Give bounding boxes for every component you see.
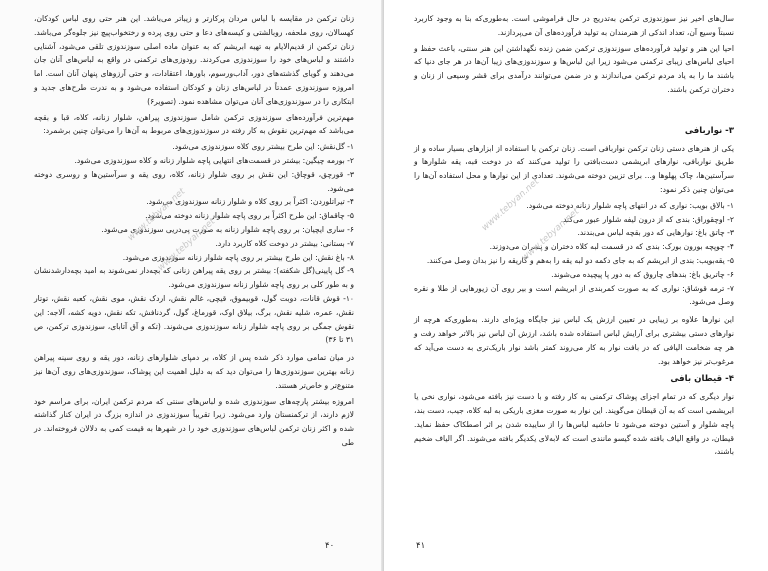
left-para-4: امروزه بیشتر پارچه‌های سوزندوزی شده و لباس‌های سنتی که مردم ترکمن ایران، برای مراسم خود لازم دارند، از ترکمنستان وارد می‌شود. زیرا تقریباً سوزندوزی در اندازه بزرگ در ایران کنار گذاشته شده و اکثر زنان ترکمن لباس‌های سوزندوزی خود را در شهرها به قیمت کمی به دلالان فروخته‌اند. در طی xyxy=(34,396,354,447)
list-item: ۵- یقه‌بویب: بندی از ابریشم که به جای دکمه دو لبه یقه را به‌هم و گاریقه را نیز بدان وصل می‌کنند. xyxy=(426,255,734,265)
section-heading-weaving: ۳- نواربافی xyxy=(684,125,734,136)
list-item: ۸- باغ نقش: این طرح بیشتر بر روی پاچه شلوار زنانه سوزندوزی می‌شود. xyxy=(122,252,354,262)
list-item: ۹- گل پایینی(گل شکفته): بیشتر بر روی یقه پیراهن زنانی که بچه‌دار نمی‌شوند به امید بچه‌دارشدنشان و به طور کلی بر روی پاچه شلوار زنانه سوزندوزی می‌شود. xyxy=(34,266,354,290)
left-para-3: در میان تمامی موارد ذکر شده پس از کلاه، بر دمپای شلوارهای زنانه، دور یقه و روی سینه پیراهن زنانه بهترین سوزندوزی‌ها را می‌توان دید که به دلیل اهمیت این پوشاک، سوزندوزی‌های روی آن‌ها نیز متنوع‌تر و خاص‌تر هستند. xyxy=(34,353,354,390)
right-page xyxy=(384,0,768,571)
watermark: www.tebyan.net xyxy=(520,206,582,264)
left-para-1: زنان ترکمن در مقایسه با لباس مردان پرکارتر و زیباتر می‌باشد. این هنر حتی روی لباس کودکان، کهسالان، روی ملحفه، روبالشتی و کیسه‌های دعا و حتی روی پرده و رختخواب‌پیچ نیز جلوه‌گر می‌باشد. زنان ترکمن از قدیم‌الایام به تهیه ابریشم که به عنوان ماده اصلی سوزندوزی تلقی می‌شود، آشنایی داشتند و لباس‌های خود را سوزندوزی می‌کردند. رودوزی‌های ترکمنی در واقع به لباس‌های آنان جان می‌دهند و گویای گذشته‌های دور، آداب‌ورسوم، باورها، اعتقادات، و حتی آرزوهای پنهان آنان است. اما امروزه سوزندوزی عمدتاً در لباس‌های زنان و کودکان استفاده می‌شود و به ندرت طرح‌های جدید و ابتکاری را در سوزندوزی‌های آنان می‌توان مشاهده نمود. (تصویر۶) xyxy=(34,14,354,106)
list-item: ۷- بستانی: بیشتر در دوخت کلاه کاربرد دارد. xyxy=(215,238,354,248)
list-item: ۷- ترمه قوشاق: نواری که به صورت کمربندی از ابریشم است و بیر روی آن زیورهایی از طلا و نقره وصل می‌شود. xyxy=(414,283,734,307)
list-item: ۱- بالاق بویب: نواری که در انتهای پاچه شلوار زنانه دوخته می‌شود. xyxy=(526,200,734,210)
right-para-3: یکی از هنرهای دستی زنان ترکمن نواربافی است. زنان ترکمن با استفاده از ابزارهای بسیار ساده و از طریق نواربافی، نوارهای ابریشمی دست‌بافتی را تولید می‌کنند که در دوخت قبه، یقه شلوارها و سرآستین‌ها، چاک پهلوها و... برای تزیین دوخته می‌شوند. تعدادی از این نوارها و محل استفاده آن‌ها را می‌توان چنین ذکر نمود: xyxy=(414,143,734,194)
section-heading-braid: ۴- قیطان بافی xyxy=(670,374,734,385)
list-item: ۳- قورچق، قوچاق: این نقش بر روی شلوار زنانه، کلاه، روی یقه و سرآستین‌ها و روسری دوخته می‌شود. xyxy=(34,169,354,193)
watermark: www.tebyan.net xyxy=(126,186,188,244)
list-item: ۱۰- قوش قانات، دوبت گول، قوبیموق، قیچی، غالم نقش، اردک نقش، موی نقش، کعبه نقش، توتار نقش، عمره، شلیه نقش، برگ، بیلاق اوک، قورماغ، گول، گردنافش، تکه نقش، دویه کشه، آلاجه: این نقوش جمگی بر روی پاچه شلوار زنانه سوزندوزی می‌شوند. (تکه و آق آتابای، سوزندوزی ترکمن، ص ۳۱ تا ۳۶) xyxy=(34,293,354,345)
list-item: ۲- بورمه چیگین: بیشتر در قسمت‌های انتهایی پاچه شلوار زنانه و کلاه سوزندوزی می‌شود. xyxy=(74,155,354,165)
list-item: ۶- ساری ایچیان: بر روی پاچه شلوار زنانه به صورت پی‌دریی سوزندوزی می‌شود. xyxy=(101,224,354,234)
right-para-1: سال‌های اخیر نیز سوزندوزی ترکمن به‌تدریج در حال فراموشی است. به‌طوری‌که بنا به وجود کاربرد نسبتاً وسیع آن، تعداد اندکی از هنرمندان به تولید فرآورده‌های آن می‌پردازند. xyxy=(414,14,734,37)
right-para-2: احیا این هنر و تولید فرآورده‌های سوزندوزی ترکمن ضمن زنده نگهداشتن این هنر سنتی، باعث حفظ و احیای لباس‌های زیبای ترکمنی می‌شود زیرا این لباس‌ها و سوزندوزی‌های زیبا آن‌ها در هر جای دنیا که باشند ما را به یاد مردم ترکمن می‌اندازند و در ضمن می‌توانند درآمدی برای قشر وسیعی از زنان و دختران ترکمن باشند. xyxy=(414,43,734,94)
page-number-right: ۴۱ xyxy=(416,541,426,551)
right-para-5: نوار دیگری که در تمام اجزای پوشاک ترکمنی به کار رفته و با دست نیز بافته می‌شود، نواری نخی یا ابریشمی است که به آن قیطان می‌گویند. این نوار به صورت مغزی باریکی به لبه کلاه، جیب، دست بند، پاچه شلوار و آستین دوخته می‌شود تا حاشیه لباس‌ها را از ساییده شدن بر اثر اصطکاک حفظ نماید. قیطان، در واقع الیاف بافته شده گیسو مانندی است که لابه‌لای یکدیگر بافته می‌شوند. اگر الیاف ضخیم باشند، xyxy=(414,392,734,457)
list-item: ۴- چوپچه بورون بورک: بندی که در قسمت لبه کلاه دختران و پسران می‌دوزند. xyxy=(489,242,734,252)
list-item: ۵- چاقماق: این طرح اکثراً بر روی پاچه شلوار زنانه دوخته می‌شود. xyxy=(145,211,354,221)
page-number-left: ۴۰ xyxy=(325,541,335,551)
list-item: ۲- اوچقوراق: بندی که از درون لیفه شلوار عبور می‌کند. xyxy=(560,214,734,224)
list-item: ۶- چاتریق باغ: بندهای چاروق که به دور پا پیچیده می‌شوند. xyxy=(551,269,734,279)
watermark: www.tebyan.net xyxy=(480,176,542,234)
watermark: www.tebyan.net xyxy=(156,216,218,274)
list-item: ۳- چاتق باغ: نوارهایی که دور بقچه لباس می‌بندند. xyxy=(577,228,734,238)
list-item: ۴- تیراتلوردن: اکثراً بر روی کلاه و شلوار زنانه سوزندوزی می‌شود. xyxy=(146,197,354,207)
right-para-4: این نوارها علاوه بر زیبایی در تعیین ارزش یک لباس نیز جایگاه ویژه‌ای دارند. به‌طوری‌که هرچه از نوارهای دستی بیشتری برای آرایش لباس استفاده شده باشد، ارزش آن لباس نیز بالاتر خواهد رفت و هر چه ضخامت الیافی که در بافت نوار به کار می‌روند کمتر باشد نوار باریک‌تری به دست می‌آید که مرغوب‌تر نیز خواهد بود. xyxy=(414,315,734,366)
right-page-text xyxy=(414,12,734,461)
list-item: ۱- گل‌نقش: این طرح بیشتر روی کلاه سوزندوزی می‌شود. xyxy=(172,142,354,152)
left-para-2: مهم‌ترین فرآورده‌های سوزندوزی ترکمن شامل سوزندوزی پیراهن، شلوار زنانه، کلاه، قبا و بقچه می‌باشد که مهم‌ترین نقوش به کار رفته در سوزندوزی‌های مربوط به آن‌ها را می‌توان چنین برشمرد: xyxy=(34,112,354,136)
